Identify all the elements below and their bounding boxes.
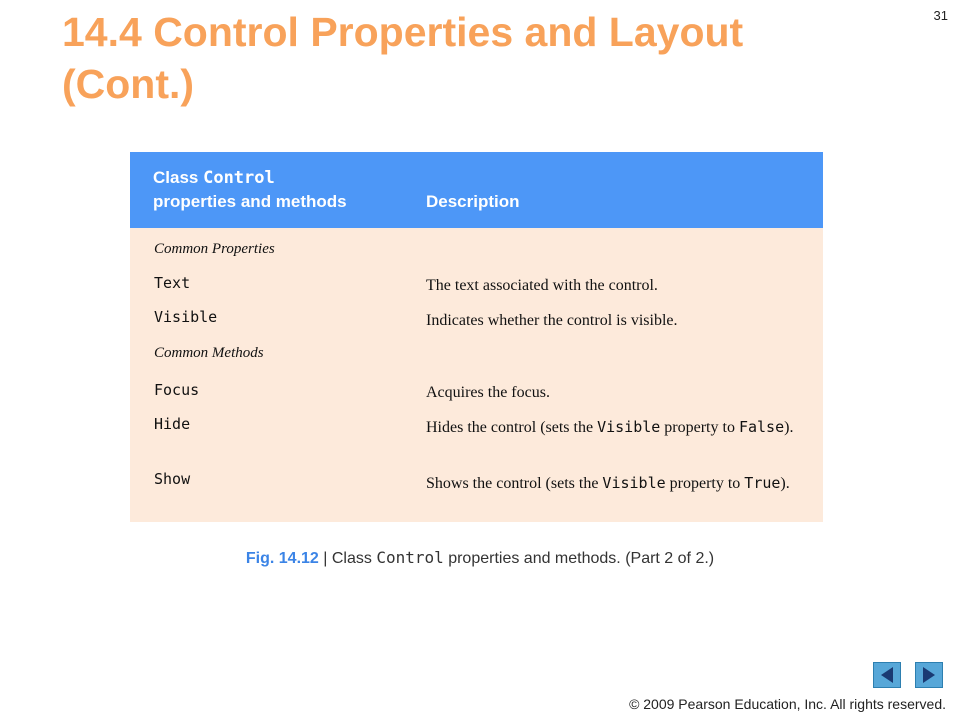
row-desc-focus <box>426 381 816 404</box>
row-desc-text <box>426 274 816 297</box>
description-text: property to <box>665 475 745 492</box>
previous-slide-button[interactable] <box>873 662 901 688</box>
header-col2: Description <box>426 192 520 211</box>
slide-number: 31 <box>933 8 948 23</box>
code-term: Visible <box>597 418 661 436</box>
row-name-show: Show <box>154 470 191 488</box>
slide-title: 14.4 Control Properties and Layout (Cont.) <box>62 9 744 107</box>
triangle-left-icon <box>874 663 900 687</box>
row-desc-hide <box>426 416 816 439</box>
figure-caption <box>0 548 960 568</box>
caption-text: properties and methods. (Part 2 of 2.) <box>443 550 715 567</box>
next-slide-button[interactable] <box>915 662 943 688</box>
description-text: ). <box>784 419 794 436</box>
description-text: Hides the control (sets the <box>426 419 598 436</box>
section-heading-methods: Common Methods <box>154 345 264 361</box>
triangle-right-icon <box>916 663 942 687</box>
figure-number: Fig. 14.12 <box>245 550 319 567</box>
code-term: False <box>738 418 785 436</box>
properties-table <box>130 152 823 522</box>
header-col1 <box>153 166 347 214</box>
row-desc-visible <box>426 309 816 332</box>
description-text: Acquires the focus. <box>426 384 550 401</box>
row-name-focus: Focus <box>154 381 200 399</box>
caption-code: Control <box>376 548 444 567</box>
header-col1-class-code: Control <box>203 168 275 188</box>
code-term: True <box>744 474 781 492</box>
row-name-hide: Hide <box>154 415 191 433</box>
table-header <box>130 152 823 228</box>
row-name-text: Text <box>154 274 191 292</box>
caption-separator: | Class <box>318 550 377 567</box>
description-text: Shows the control (sets the <box>426 475 603 492</box>
code-term: Visible <box>602 474 666 492</box>
description-text: ). <box>780 475 790 492</box>
description-text: property to <box>660 419 739 436</box>
description-text: Indicates whether the control is visible. <box>426 312 678 329</box>
header-col1-line2: properties and methods <box>153 192 347 211</box>
header-col1-class-label: Class <box>153 168 204 187</box>
row-desc-show <box>426 472 816 495</box>
section-heading-properties: Common Properties <box>154 241 275 257</box>
copyright-footer: © 2009 Pearson Education, Inc. All rights reserved. <box>629 696 946 712</box>
description-text: The text associated with the control. <box>426 277 658 294</box>
row-name-visible: Visible <box>154 308 218 326</box>
